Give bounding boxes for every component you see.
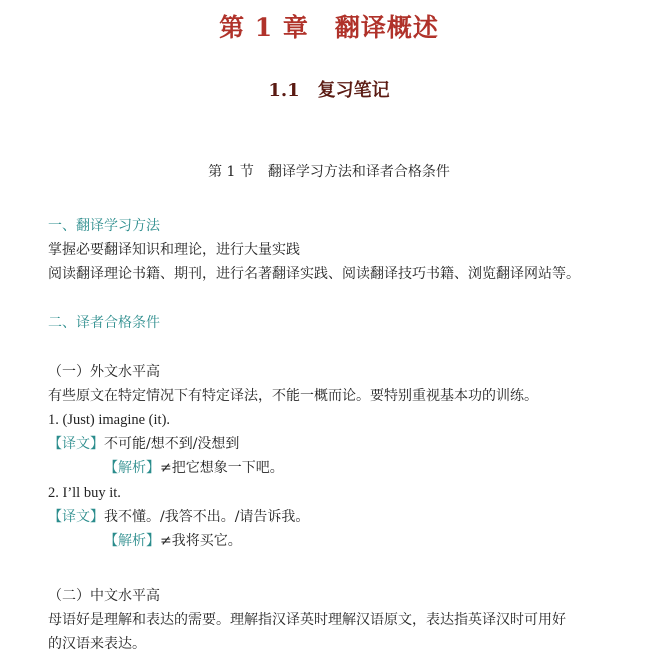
sub1-heading: （一）外文水平高 <box>48 364 160 380</box>
paragraph-line: 阅读翻译理论书籍、期刊，进行名著翻译实践、阅读翻译技巧书籍、浏览翻译网站等。 <box>48 266 580 282</box>
translation-label: 【译文】 <box>48 436 104 452</box>
analysis-label: 【解析】 <box>104 533 160 549</box>
example-translation <box>48 434 239 454</box>
analysis-label: 【解析】 <box>104 460 160 476</box>
example-translation <box>48 507 309 527</box>
paragraph-line: 母语好是理解和表达的需要。理解指汉译英时理解汉语原文，表达指英译汉时可用好 <box>48 612 566 628</box>
paragraph-line: 掌握必要翻译知识和理论，进行大量实践 <box>48 242 300 258</box>
translation-label: 【译文】 <box>48 509 104 525</box>
chapter-title: 第 1 章 翻译概述 <box>219 13 439 42</box>
example-source: 2. I’ll buy it. <box>48 485 121 501</box>
example-analysis <box>104 531 242 551</box>
analysis-text: ≠我将买它。 <box>160 533 242 549</box>
example-source: 1. (Just) imagine (it). <box>48 412 171 428</box>
sub2-heading: （二）中文水平高 <box>48 588 160 604</box>
analysis-text: ≠把它想象一下吧。 <box>160 460 284 476</box>
section-title: 1.1 复习笔记 <box>268 80 390 101</box>
example-analysis <box>104 458 284 478</box>
part1-heading: 一、翻译学习方法 <box>48 218 160 234</box>
paragraph-line: 的汉语来表达。 <box>48 636 146 652</box>
translation-text: 不可能/想不到/没想到 <box>104 436 240 452</box>
paragraph-line: 有些原文在特定情况下有特定译法，不能一概而论。要特别重视基本功的训练。 <box>48 388 538 404</box>
part2-heading: 二、译者合格条件 <box>48 315 160 331</box>
subsection-title: 第 1 节 翻译学习方法和译者合格条件 <box>208 164 450 180</box>
translation-text: 我不懂。/我答不出。/请告诉我。 <box>104 509 310 525</box>
